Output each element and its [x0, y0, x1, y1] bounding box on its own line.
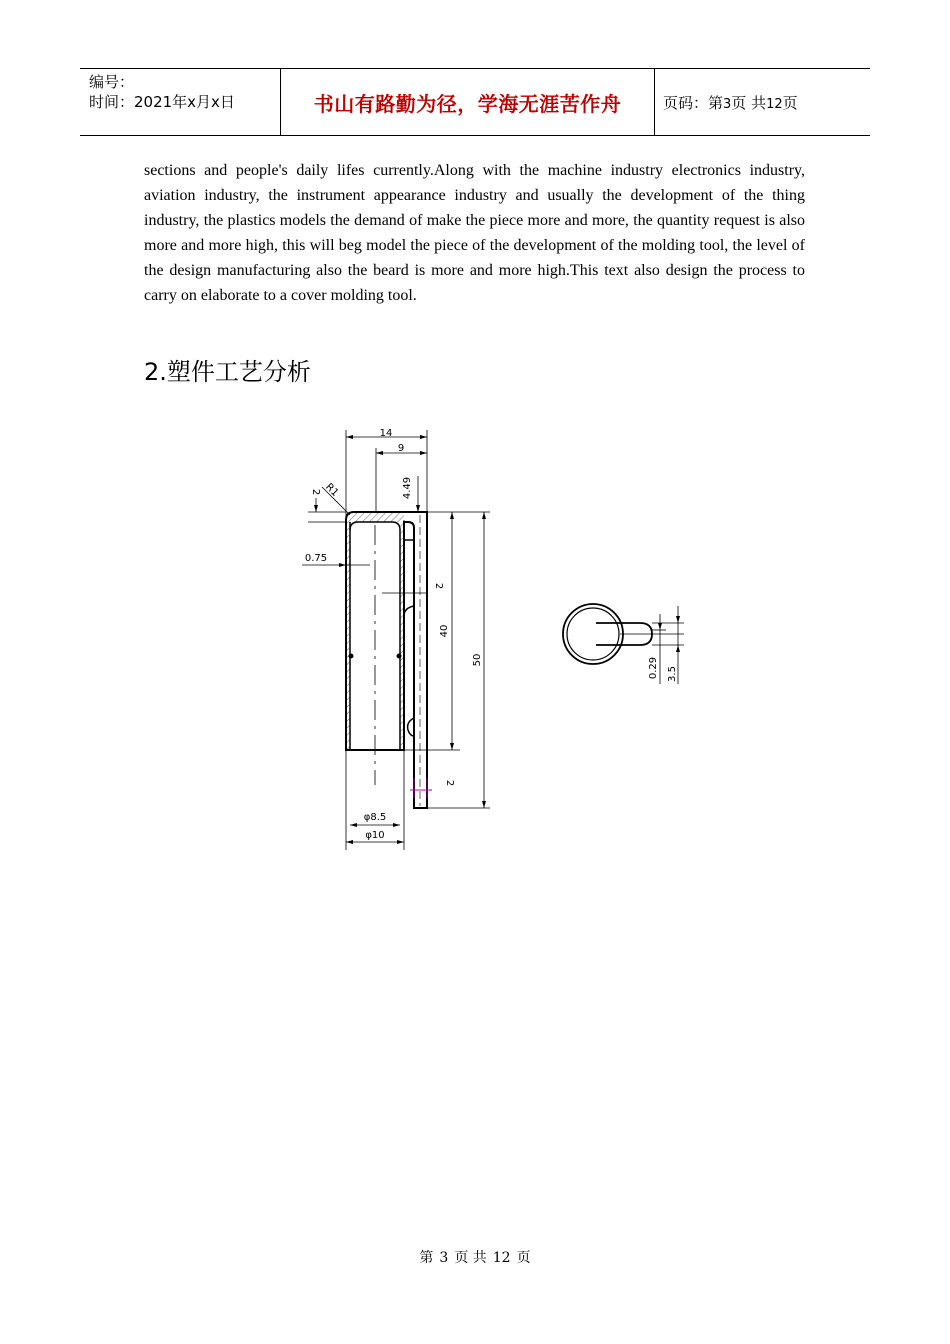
- footer-current: 3: [439, 1250, 449, 1266]
- section-title: 2.塑件工艺分析: [144, 358, 311, 386]
- header-motto: 书山有路勤为径，学海无涯苦作舟: [313, 91, 622, 116]
- dim-40: 40: [439, 624, 450, 638]
- dimension-texts: [305, 428, 678, 841]
- dim-d10: φ10: [365, 830, 385, 841]
- dim-35: 3.5: [667, 666, 678, 682]
- footer-total: 12: [492, 1250, 511, 1266]
- footer-prefix: 第: [419, 1250, 434, 1266]
- header-page-total: 12: [766, 96, 783, 112]
- body-paragraph: sections and people's daily lifes currently.Along with the machine industry electronics industry, aviation industry, the instrument appearance industry and usually the development of the thing industry, the plastics models the demand of make the piece more and more, the quantity request is also more and more high, this will beg model the piece of the development of the molding tool, the level of the design manufacturing also the beard is more and more high.This text also design the process to carry on elaborate to a cover molding tool.: [144, 162, 805, 304]
- header-page-current: 3: [723, 96, 732, 112]
- header-number-label: 编号：: [89, 73, 135, 91]
- page-footer: [0, 1247, 950, 1267]
- dim-2-top: 2: [310, 488, 321, 496]
- dim-029: 0.29: [648, 656, 659, 680]
- dim-50: 50: [472, 653, 483, 667]
- header-page-mid: 页 共: [731, 93, 767, 112]
- dim-9: 9: [397, 443, 405, 454]
- dim-449: 4.49: [402, 476, 413, 500]
- dimension-lines: [302, 437, 484, 842]
- header-page-end: 页: [782, 93, 798, 112]
- header-page-label: 页码：第: [663, 93, 724, 112]
- side-view: [563, 604, 684, 684]
- dim-r1: R1: [323, 481, 341, 499]
- dim-075: 0.75: [304, 553, 328, 564]
- dim-14: 14: [379, 428, 393, 439]
- footer-suffix: 页: [516, 1250, 531, 1266]
- header-time-label: 时间：2021年x月x日: [89, 93, 235, 111]
- footer-mid: 页 共: [454, 1250, 487, 1266]
- part-body: [346, 512, 430, 808]
- dim-d85: φ8.5: [363, 812, 387, 823]
- dim-2-mid: 2: [433, 582, 444, 590]
- dim-2-bottom: 2: [444, 779, 455, 787]
